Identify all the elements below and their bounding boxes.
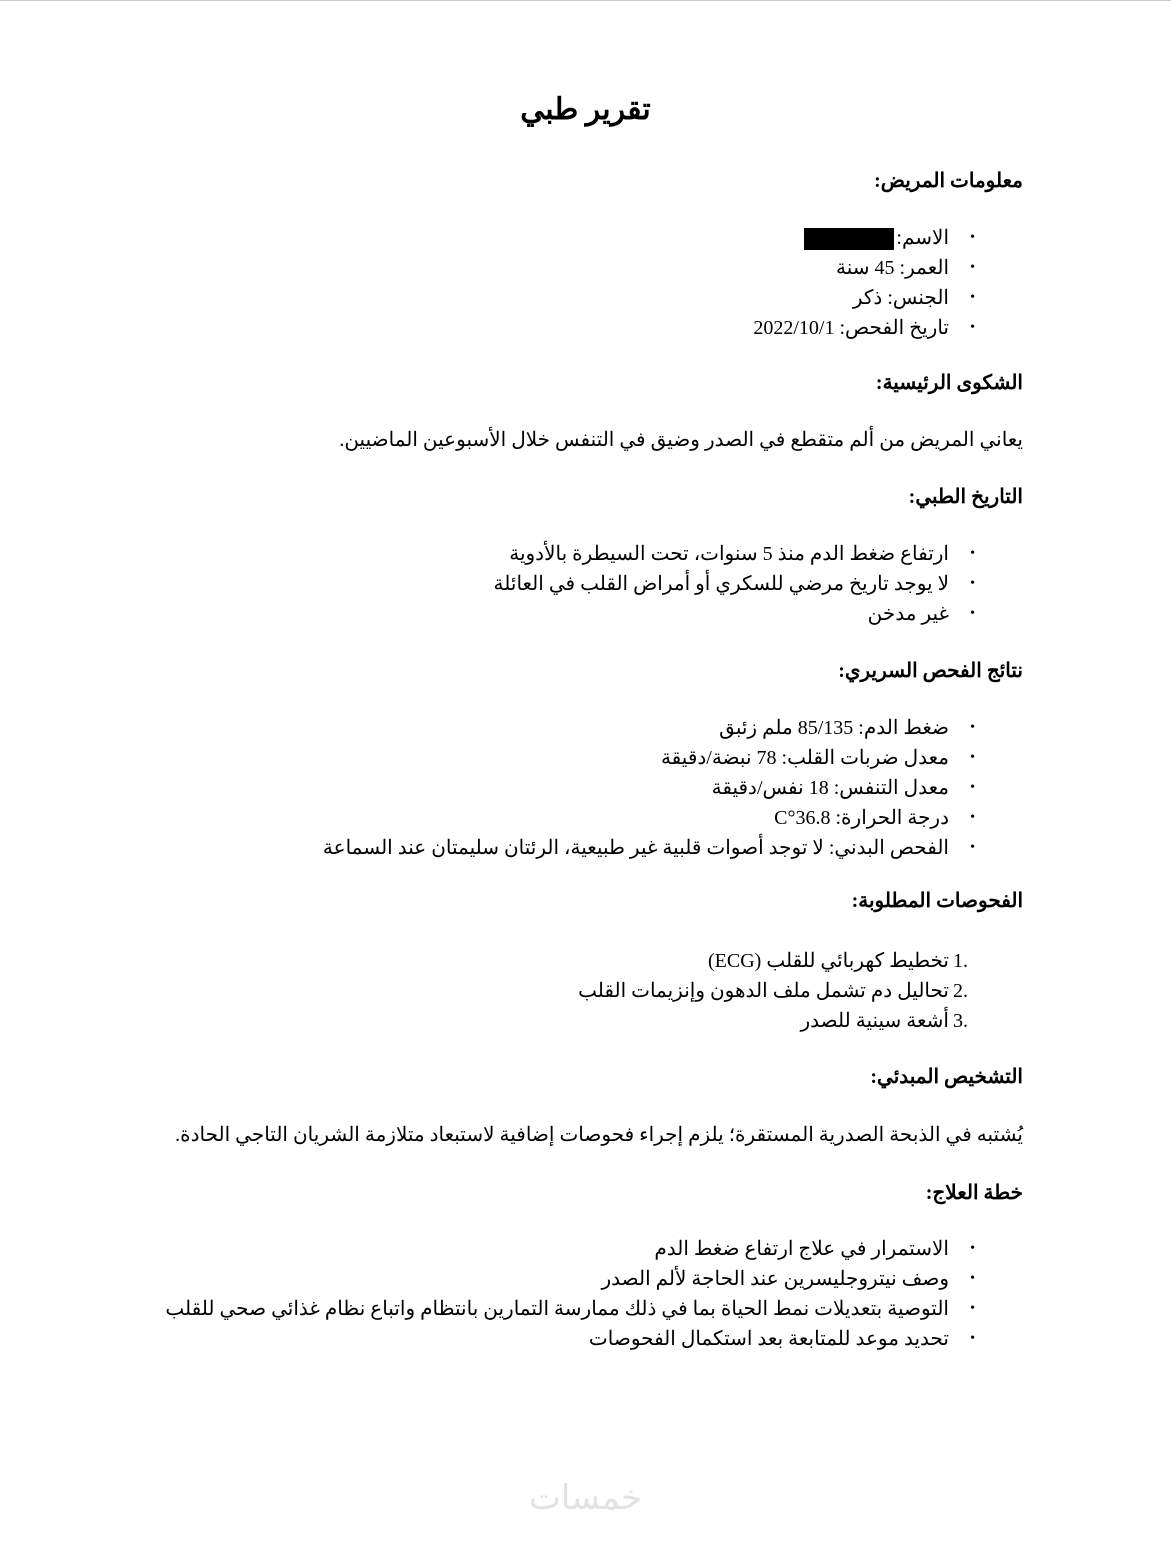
treatment-plan-heading: خطة العلاج: <box>925 1182 1023 1204</box>
history-item-text: غير مدخن <box>867 603 949 625</box>
treatment-item-text: تحديد موعد للمتابعة بعد استكمال الفحوصات <box>588 1328 949 1350</box>
bullet-icon: • <box>970 750 975 765</box>
treatment-item-text: وصف نيتروجليسرين عند الحاجة لألم الصدر <box>601 1268 949 1290</box>
list-number: 1. <box>953 950 968 972</box>
list-item <box>123 313 1023 343</box>
list-number: 3. <box>953 1010 968 1032</box>
heart-rate-text: معدل ضربات القلب: 78 نبضة/دقيقة <box>660 747 949 769</box>
history-item-text: ارتفاع ضغط الدم منذ 5 سنوات، تحت السيطرة بالأدوية <box>509 543 949 565</box>
clinical-exam-heading: نتائج الفحص السريري: <box>838 660 1023 682</box>
report-title: تقرير طبي <box>520 93 651 126</box>
patient-info-list <box>123 223 1023 343</box>
redacted-name-block <box>804 228 894 250</box>
clinical-exam-section <box>123 656 1023 686</box>
bullet-icon: • <box>970 290 975 305</box>
chief-complaint-section <box>123 368 1023 398</box>
test-item-text: تخطيط كهربائي للقلب (ECG) <box>708 950 949 972</box>
clinical-exam-list <box>123 713 1023 863</box>
list-item <box>123 743 1023 773</box>
treatment-plan-section <box>123 1178 1023 1208</box>
bullet-icon: • <box>970 546 975 561</box>
treatment-item-text: الاستمرار في علاج ارتفاع ضغط الدم <box>654 1238 949 1260</box>
treatment-item-text: التوصية بتعديلات نمط الحياة بما في ذلك ممارسة التمارين بانتظام واتباع نظام غذائي صحي للقلب <box>165 1298 949 1320</box>
diagnosis-heading: التشخيص المبدئي: <box>870 1066 1023 1088</box>
list-item <box>123 773 1023 803</box>
list-item <box>123 539 1023 569</box>
list-item <box>123 1324 1023 1354</box>
treatment-plan-list <box>123 1234 1023 1354</box>
respiratory-rate-text: معدل التنفس: 18 نفس/دقيقة <box>711 777 949 799</box>
exam-date-text: تاريخ الفحص: 2022/10/1 <box>753 317 949 339</box>
list-item <box>123 283 1023 313</box>
bullet-icon: • <box>970 606 975 621</box>
list-item <box>123 253 1023 283</box>
bullet-icon: • <box>970 230 975 245</box>
test-item-text: تحاليل دم تشمل ملف الدهون وإنزيمات القلب <box>578 980 949 1002</box>
chief-complaint-heading: الشكوى الرئيسية: <box>875 372 1023 394</box>
medical-history-heading: التاريخ الطبي: <box>908 486 1023 508</box>
list-item <box>123 1006 1023 1036</box>
list-item <box>123 833 1023 863</box>
bullet-icon: • <box>970 720 975 735</box>
medical-history-list <box>123 539 1023 629</box>
patient-info-heading: معلومات المريض: <box>874 170 1023 192</box>
requested-tests-section <box>123 886 1023 916</box>
temperature-text: درجة الحرارة: 36.8°C <box>774 807 949 829</box>
bullet-icon: • <box>970 1271 975 1286</box>
history-item-text: لا يوجد تاريخ مرضي للسكري أو أمراض القلب في العائلة <box>493 573 949 595</box>
watermark-logo: خمسات <box>528 1478 643 1518</box>
bullet-icon: • <box>970 810 975 825</box>
age-text: العمر: 45 سنة <box>836 257 949 279</box>
bullet-icon: • <box>970 576 975 591</box>
bullet-icon: • <box>970 1301 975 1316</box>
bullet-icon: • <box>970 780 975 795</box>
list-item <box>123 946 1023 976</box>
physical-exam-text: الفحص البدني: لا توجد أصوات قلبية غير طبيعية، الرئتان سليمتان عند السماعة <box>322 837 949 859</box>
list-item <box>123 599 1023 629</box>
bullet-icon: • <box>970 260 975 275</box>
list-item <box>123 569 1023 599</box>
medical-history-section <box>123 482 1023 512</box>
list-number: 2. <box>953 980 968 1002</box>
list-item <box>123 1294 1023 1324</box>
list-item <box>123 1234 1023 1264</box>
requested-tests-list <box>123 946 1023 1036</box>
requested-tests-heading: الفحوصات المطلوبة: <box>851 890 1023 912</box>
blood-pressure-text: ضغط الدم: 85/135 ملم زئبق <box>719 717 949 739</box>
diagnosis-text: يُشتبه في الذبحة الصدرية المستقرة؛ يلزم إجراء فحوصات إضافية لاستبعاد متلازمة الشريان التاجي الحادة. <box>175 1124 1023 1146</box>
name-label: الاسم: <box>896 227 949 249</box>
chief-complaint-text: يعاني المريض من ألم متقطع في الصدر وضيق في التنفس خلال الأسبوعين الماضيين. <box>339 429 1023 451</box>
diagnosis-section <box>123 1062 1023 1092</box>
bullet-icon: • <box>970 320 975 335</box>
bullet-icon: • <box>970 1241 975 1256</box>
list-item <box>123 976 1023 1006</box>
list-item <box>123 803 1023 833</box>
diagnosis-body <box>123 1120 1023 1150</box>
bullet-icon: • <box>970 840 975 855</box>
bullet-icon: • <box>970 1331 975 1346</box>
patient-info-section <box>123 166 1023 196</box>
test-item-text: أشعة سينية للصدر <box>800 1010 949 1032</box>
chief-complaint-body <box>123 425 1023 455</box>
list-item <box>123 713 1023 743</box>
gender-text: الجنس: ذكر <box>852 287 949 309</box>
list-item <box>123 223 1023 253</box>
list-item <box>123 1264 1023 1294</box>
